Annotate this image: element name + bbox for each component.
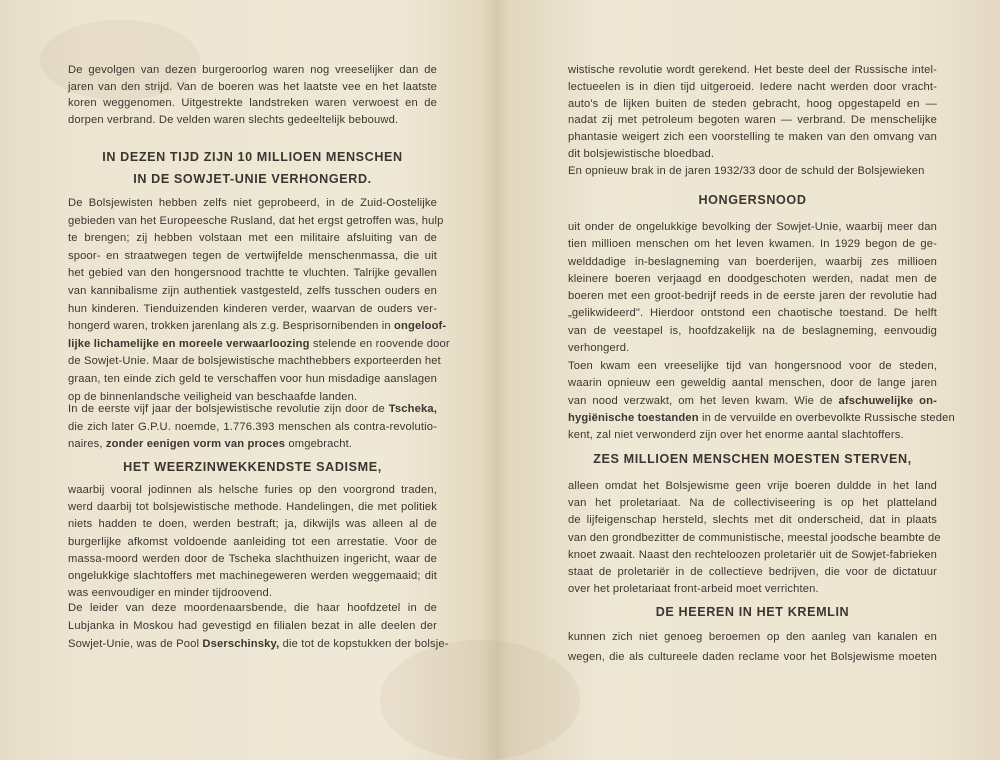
text-line <box>68 353 441 371</box>
heading-line <box>568 189 937 211</box>
text: niets hadden te doen, werden bestraft; ja, dikwijls was alleen al de <box>68 518 437 531</box>
text: werd daarbij tot bolsjewistische methode. Handelingen, die met politiek <box>68 501 437 514</box>
text: waarin opnieuw een geweldig aantal menschen, door de lange jaren <box>568 377 937 390</box>
text: graan, ten einde zich geld te verschaffen voor hun misdadige aanslagen <box>68 372 437 385</box>
bold-text: afschuwelijke on- <box>838 394 937 407</box>
text-line <box>568 627 937 647</box>
text-line <box>568 163 937 180</box>
text: de lijfeigenschap hersteld, slechts met dit onderscheid, dat in plaats <box>568 514 937 527</box>
text-line <box>568 512 937 529</box>
text-line <box>68 534 437 551</box>
text: HONGERSNOOD <box>698 193 807 207</box>
text: In de eerste vijf jaar der bolsjewistische revolutie zijn door de <box>68 403 389 415</box>
text-line <box>568 305 937 322</box>
text: auto's de lijken buiten de steden gebracht, hoog opgestapeld en — <box>568 97 937 110</box>
text-line <box>68 195 437 213</box>
text-line <box>568 323 937 340</box>
text-line <box>568 375 937 392</box>
text-line <box>568 146 937 163</box>
section-heading <box>568 448 937 470</box>
paragraph <box>568 219 937 357</box>
bold-text: lijke lichamelijke en moreele verwaarloozing <box>68 337 310 350</box>
text: IN DEZEN TIJD ZIJN 10 MILLIOEN MENSCHEN <box>102 150 403 164</box>
text-line <box>568 564 937 581</box>
text: kunnen zich niet genoeg beroemen op den aanleg van kanalen en <box>568 631 937 643</box>
text-line <box>568 129 937 146</box>
text-line <box>568 581 937 598</box>
text: kleinere boeren verjaagd en doodgeschoten werden, nadat men de <box>568 272 937 285</box>
text: Lubjanka in Moskou had gevestigd en filialen bezat in alle deelen der <box>68 619 437 632</box>
text-line <box>568 96 937 113</box>
text: DE HEEREN IN HET KREMLIN <box>655 605 850 619</box>
text-line <box>68 371 437 389</box>
paragraph <box>68 482 437 602</box>
text-line <box>68 283 437 301</box>
text-line <box>68 419 437 437</box>
paragraph <box>68 195 450 406</box>
paragraph <box>568 62 937 163</box>
bold-text: Tscheka, <box>388 403 437 415</box>
text-line <box>68 112 437 129</box>
text-line <box>68 401 437 419</box>
paragraph <box>568 627 937 667</box>
paragraph <box>568 358 955 444</box>
text-line <box>568 530 941 547</box>
text-line <box>68 62 437 79</box>
text: tien millioen menschen om het leven kwamen. In 1929 begon de ge- <box>568 238 937 251</box>
text: wistische revolutie wordt gerekend. Het beste deel der Russische intel- <box>568 64 937 76</box>
text-line <box>568 62 937 79</box>
text-line <box>568 410 955 427</box>
text: nadat zij met petroleum begoten waren — verbrand. De menschelijke <box>568 114 937 127</box>
text-line <box>68 482 437 499</box>
text: IN DE SOWJET-UNIE VERHONGERD. <box>133 172 372 186</box>
paper-stain <box>380 640 580 760</box>
text: ZES MILLIOEN MENSCHEN MOESTEN STERVEN, <box>593 452 912 466</box>
heading-line <box>68 456 437 478</box>
text: naires, <box>68 438 106 451</box>
text: van den grondbezitter de communistische, meestal joodsche beambte de <box>568 531 941 544</box>
text: uit onder de ongelukkige bevolking der Sowjet-Unie, waarbij meer dan <box>568 221 937 233</box>
text: omgebracht. <box>285 438 353 451</box>
paragraph <box>68 62 437 129</box>
text: spoor- en straatwegen tegen de vertwijfelde menschenmassa, die uit <box>68 249 437 262</box>
text-line <box>568 79 937 96</box>
section-heading <box>568 601 937 623</box>
text-line <box>68 318 447 336</box>
text-line <box>68 301 437 319</box>
text-line <box>68 618 437 636</box>
text: koren weggenomen. Uitgestrekte landstreken waren verwoest en de <box>68 97 437 110</box>
text: boeren met een groot-bedrijf reeds in de eerste jaren der revolutie had <box>568 290 937 303</box>
text: hun kinderen. Tienduizenden kinderen verder, waarvan de ouders ver- <box>68 302 437 315</box>
bold-text: Dserschinsky, <box>202 637 280 650</box>
text-line <box>68 551 437 568</box>
paragraph <box>68 600 449 653</box>
text-line <box>68 95 437 112</box>
bold-text: zonder eenigen vorm van proces <box>105 438 286 451</box>
text-line <box>68 516 437 533</box>
section-heading <box>568 189 937 211</box>
section-heading <box>68 146 437 190</box>
text-line <box>568 647 937 667</box>
text: in de vervuilde en overbevolkte Russische steden <box>698 411 955 424</box>
text-line <box>568 254 937 271</box>
text: En opnieuw brak in de jaren 1932/33 door de schuld der Bolsjewieken <box>568 165 925 177</box>
text-line <box>68 499 437 516</box>
heading-line <box>68 168 437 190</box>
text: kent, zal niet verwonderd zijn over het enorme aantal slachtoffers. <box>568 429 904 442</box>
text-line <box>568 236 937 253</box>
text-line <box>568 478 937 495</box>
text-line <box>568 547 937 564</box>
text: op de binnenlandsche veiligheid van beschaafde landen. <box>68 390 358 403</box>
text-line <box>568 271 937 288</box>
heading-line <box>568 448 937 470</box>
text: jaren van den strijd. Van de boeren was het laatste vee en het laatste <box>68 80 437 93</box>
text-line <box>568 219 937 236</box>
text: de Sowjet-Unie. Maar de bolsjewistische machthebbers exporteerden het <box>68 355 441 368</box>
text-line <box>68 248 437 266</box>
text: die zich later G.P.U. noemde, 1.776.393 menschen als contra-revolutio- <box>68 420 437 433</box>
text-line <box>568 340 937 357</box>
text-line <box>68 436 437 454</box>
heading-line <box>568 601 937 623</box>
text: lectueelen is in dien tijd uitgeroeid. Iedere nacht werden door vracht- <box>568 80 937 93</box>
text: „gelikwideerd". Hierdoor ontstond een chaotische toestand. De helft <box>568 307 937 320</box>
text: knoet zwaait. Naast den rechteloozen proletariër uit de Sowjet-fabrieken <box>568 548 937 561</box>
text: phantasie weigert zich een voorstelling te maken van den omvang van <box>568 131 937 144</box>
text: van kannibalisme zijn authentiek vastgesteld, zelfs tusschen ouders en <box>68 284 437 297</box>
section-heading <box>68 456 437 478</box>
text: stelende en roovende door <box>309 337 450 350</box>
text-line <box>568 358 937 375</box>
text-line <box>68 230 437 248</box>
text-line <box>68 79 437 96</box>
text-line <box>568 427 937 444</box>
text: waarbij vooral jodinnen als helsche furies op den voorgrond traden, <box>68 484 437 496</box>
text: gebieden van het Europeesche Rusland, dat het ergst getroffen was, hulp <box>68 214 444 227</box>
text: burgerlijke afkomst voldoende aanleiding tot een arrestatie. Voor de <box>68 535 437 548</box>
text: het gebied van den hongersnood trachtte te vluchten. Talrijke gevallen <box>68 267 437 280</box>
text: De Bolsjewisten hebben zelfs niet geprobeerd, in de Zuid-Oostelijke <box>68 197 437 209</box>
text-line <box>568 112 937 129</box>
text: staat de proletariër in de collectieve bedrijven, die voor de dictatuur <box>568 566 937 579</box>
text: ongelukkige slachtoffers met machinegeweren werden weggemaaid; dit <box>68 570 437 583</box>
text: van het proletariaat. Na de collectiviseering is op het platteland <box>568 497 937 510</box>
text-line <box>68 336 450 354</box>
paragraph <box>568 163 937 180</box>
text: De gevolgen van dezen burgeroorlog waren nog vreeselijker dan de <box>68 64 437 76</box>
text-line <box>568 495 937 512</box>
text: Toen kwam een vreeselijke tijd van hongersnood voor de steden, <box>568 360 937 372</box>
paragraph <box>68 401 437 454</box>
text: De leider van deze moordenaarsbende, die haar hoofdzetel in de <box>68 602 437 614</box>
text: massa-moord werden door de Tscheka slachthuizen ingericht, waar de <box>68 552 437 565</box>
bold-text: hygiënische toestanden <box>568 411 699 424</box>
text: die tot de kopstukken der bolsje- <box>279 637 449 650</box>
text-line <box>68 600 437 618</box>
text: te brengen; zij hebben volstaan met een militaire afsluiting van de <box>68 232 437 245</box>
text: van nood verzwakt, om het leven kwam. Wie de <box>568 394 839 407</box>
text: dorpen verbrand. De velden waren slechts gedeeltelijk bebouwd. <box>68 114 399 127</box>
text-line <box>568 288 937 305</box>
bold-text: ongeloof- <box>394 320 447 333</box>
text: hongerd waren, trokken jarenlang als z.g. Besprisornibenden in <box>68 320 394 333</box>
paragraph <box>568 478 941 598</box>
text-line <box>68 213 444 231</box>
text-line <box>68 636 449 654</box>
text: over het proletariaat front-arbeid moet verrichten. <box>568 583 819 596</box>
text-line <box>68 265 437 283</box>
heading-line <box>68 146 437 168</box>
text-line <box>568 393 937 410</box>
text: Sowjet-Unie, was de Pool <box>68 637 203 650</box>
text: van de veestapel is, hoofdzakelijk na de beslagneming, eenvoudig <box>568 324 937 337</box>
text: welddadige in-beslagneming van boerderijen, waarbij zes millioen <box>568 255 937 268</box>
text: alleen omdat het Bolsjewisme geen vrije boeren duldde in het land <box>568 480 937 492</box>
text: dit bolsjewistische bloedbad. <box>568 147 715 160</box>
text: wegen, die als cultureele daden reclame voor het Bolsjewisme moeten <box>568 651 937 663</box>
text-line <box>68 568 437 585</box>
text: HET WEERZINWEKKENDSTE SADISME, <box>123 460 382 474</box>
text: was eenvoudiger en minder tijdroovend. <box>68 587 273 600</box>
text: verhongerd. <box>568 342 630 355</box>
